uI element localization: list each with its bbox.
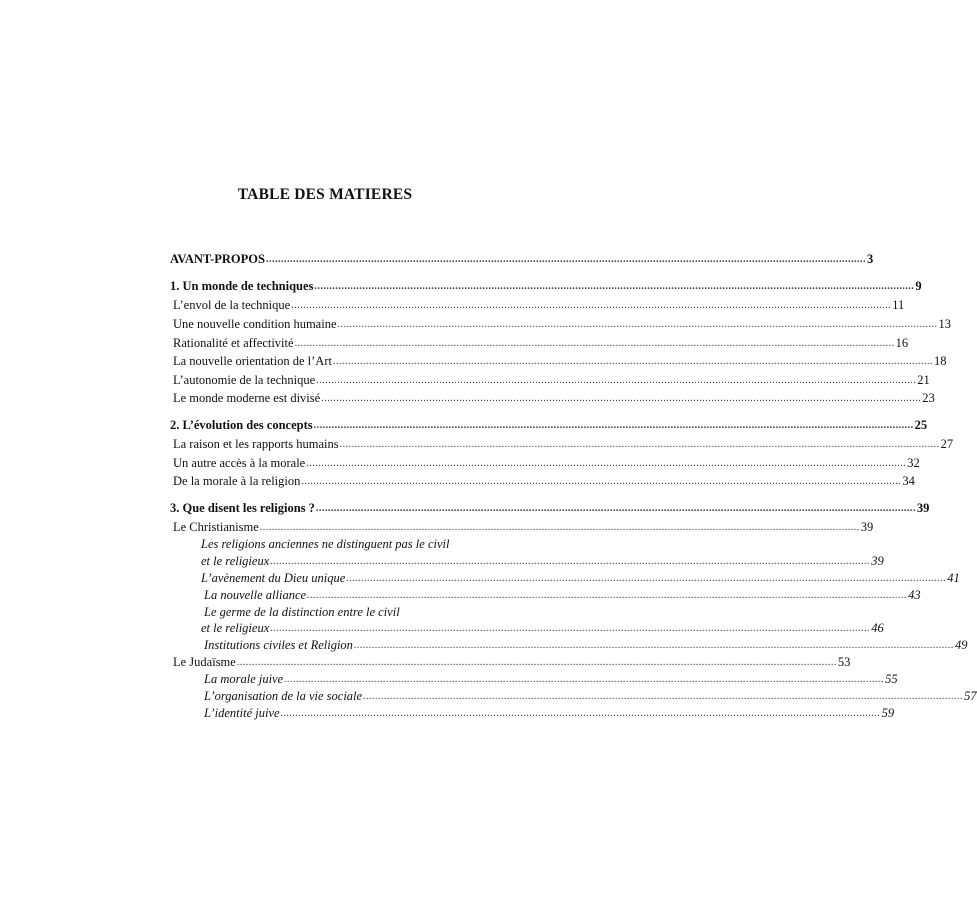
toc-entry-page: 32 — [907, 456, 920, 470]
toc-entry-page: 39 — [871, 554, 884, 568]
toc-entry-label: Le monde moderne est divisé — [173, 391, 321, 405]
toc-entry[interactable] — [173, 473, 915, 490]
toc-entry-page: 57 — [964, 689, 977, 703]
toc-subentry[interactable] — [201, 553, 884, 570]
dot-leader: ........................................................................................................................................................................................................ — [313, 420, 914, 431]
dot-leader: ........................................................................................................................................................................................................ — [363, 691, 964, 702]
dot-leader: ........................................................................................................................................................................................................ — [301, 476, 902, 487]
dot-leader: ........................................................................................................................................................................................................ — [321, 393, 922, 404]
toc-entry-page: 41 — [947, 571, 960, 585]
toc-entry-label: Un autre accès à la morale — [173, 456, 306, 470]
toc-chapter-2[interactable] — [170, 417, 928, 434]
toc-entry-label: 1. Un monde de techniques — [170, 279, 314, 293]
toc-entry-label: L’envol de la technique — [173, 298, 291, 312]
dot-leader: ........................................................................................................................................................................................................ — [346, 573, 947, 584]
dot-leader: ........................................................................................................................................................................................................ — [314, 281, 915, 292]
toc-entry-page: 16 — [895, 336, 909, 350]
toc-entry-christianisme[interactable] — [173, 519, 874, 536]
dot-leader: ........................................................................................................................................................................................................ — [307, 590, 908, 601]
toc-subentry[interactable] — [204, 671, 898, 688]
toc-entry-page: 9 — [915, 279, 922, 293]
toc-subentry[interactable] — [204, 587, 921, 604]
toc-entry[interactable] — [173, 390, 935, 407]
toc-entry-label: et le religieux — [201, 554, 270, 568]
toc-chapter-3[interactable] — [170, 500, 930, 517]
toc-subentry-label-line: Le germe de la distinction entre le civil — [204, 605, 400, 619]
dot-leader: ........................................................................................................................................................................................................ — [270, 556, 871, 567]
toc-entry-label: Institutions civiles et Religion — [204, 638, 353, 652]
toc-entry-page: 46 — [871, 621, 884, 635]
toc-entry[interactable] — [173, 436, 954, 453]
dot-leader: ........................................................................................................................................................................................................ — [291, 300, 892, 311]
toc-entry-page: 34 — [902, 474, 915, 488]
toc-entry-judaisme[interactable] — [173, 654, 851, 671]
toc-entry-page: 27 — [940, 437, 954, 451]
toc-entry-page: 53 — [837, 655, 851, 669]
toc-entry[interactable] — [173, 353, 947, 370]
dot-leader: ........................................................................................................................................................................................................ — [284, 674, 885, 685]
toc-entry-page: 21 — [917, 373, 930, 387]
toc-entry-page: 25 — [914, 418, 928, 432]
page-title: TABLE DES MATIERES — [237, 186, 413, 203]
toc-subentry[interactable] — [204, 688, 977, 705]
toc-subentry[interactable] — [204, 637, 968, 654]
toc-entry-page: 39 — [860, 520, 874, 534]
toc-entry-label: De la morale à la religion — [173, 474, 301, 488]
toc-entry-label: Le Judaïsme — [173, 655, 236, 669]
toc-entry-page: 3 — [866, 252, 874, 266]
toc-entry-label: et le religieux — [201, 621, 270, 635]
toc-chapter-1[interactable] — [170, 278, 922, 295]
toc-entry-label: La raison et les rapports humains — [173, 437, 339, 451]
dot-leader: ........................................................................................................................................................................................................ — [315, 503, 916, 514]
toc-subentry-label-line: Les religions anciennes ne distinguent pas le civil — [201, 537, 450, 551]
toc-entry-label: 3. Que disent les religions ? — [170, 501, 315, 515]
dot-leader: ........................................................................................................................................................................................................ — [265, 254, 866, 265]
toc-subentry[interactable] — [201, 570, 960, 587]
toc-subentry[interactable] — [204, 705, 895, 722]
toc-entry-page: 59 — [881, 706, 895, 720]
toc-entry-page: 13 — [938, 317, 952, 331]
toc-entry-label: L’organisation de la vie sociale — [204, 689, 363, 703]
toc-entry-avant-propos[interactable] — [170, 251, 874, 268]
dot-leader: ........................................................................................................................................................................................................ — [259, 522, 860, 533]
toc-entry-page: 49 — [954, 638, 968, 652]
toc-entry-page: 39 — [916, 501, 930, 515]
toc-entry-page: 43 — [908, 588, 921, 602]
toc-entry-label: La morale juive — [204, 672, 284, 686]
toc-entry-label: Une nouvelle condition humaine — [173, 317, 337, 331]
toc-entry-page: 11 — [892, 298, 905, 312]
toc-entry-label: 2. L’évolution des concepts — [170, 418, 313, 432]
dot-leader: ........................................................................................................................................................................................................ — [337, 319, 938, 330]
toc-entry-label: L’avènement du Dieu unique — [201, 571, 346, 585]
dot-leader: ........................................................................................................................................................................................................ — [339, 439, 940, 450]
toc-entry-label: L’autonomie de la technique — [173, 373, 316, 387]
dot-leader: ........................................................................................................................................................................................................ — [236, 657, 837, 668]
toc-entry[interactable] — [173, 335, 909, 352]
toc-entry-page: 23 — [922, 391, 935, 405]
dot-leader: ........................................................................................................................................................................................................ — [306, 458, 907, 469]
toc-entry[interactable] — [173, 372, 930, 389]
dot-leader: ........................................................................................................................................................................................................ — [294, 338, 895, 349]
toc-entry-label: La nouvelle orientation de l’Art — [173, 354, 332, 368]
toc-entry[interactable] — [173, 316, 952, 333]
toc-entry-label: AVANT-PROPOS — [170, 252, 265, 266]
dot-leader: ........................................................................................................................................................................................................ — [332, 356, 933, 367]
toc-entry[interactable] — [173, 455, 920, 472]
toc-entry-page: 18 — [933, 354, 947, 368]
toc-entry[interactable] — [173, 297, 905, 314]
dot-leader: ........................................................................................................................................................................................................ — [353, 640, 954, 651]
toc-entry-label: La nouvelle alliance — [204, 588, 307, 602]
toc-entry-label: Le Christianisme — [173, 520, 259, 534]
toc-entry-label: Rationalité et affectivité — [173, 336, 294, 350]
toc-entry-label: L’identité juive — [204, 706, 280, 720]
dot-leader: ........................................................................................................................................................................................................ — [280, 708, 881, 719]
toc-subentry[interactable] — [201, 620, 884, 637]
dot-leader: ........................................................................................................................................................................................................ — [270, 623, 871, 634]
dot-leader: ........................................................................................................................................................................................................ — [316, 375, 917, 386]
toc-entry-page: 55 — [885, 672, 898, 686]
